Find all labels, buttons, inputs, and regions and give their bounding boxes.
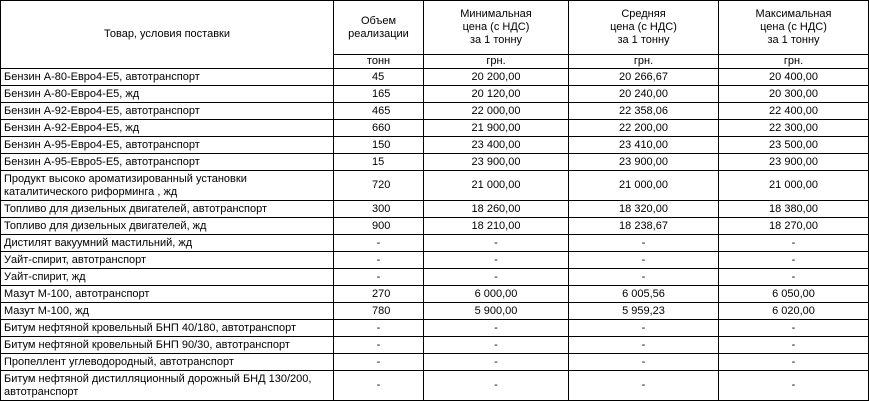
cell-max-price: 18 380,00 — [719, 201, 869, 218]
cell-min-price: - — [424, 354, 569, 371]
cell-min-price: 23 400,00 — [424, 137, 569, 154]
cell-min-price: 20 200,00 — [424, 69, 569, 86]
cell-max-price: 22 300,00 — [719, 120, 869, 137]
header-volume: Объем реализации — [334, 1, 424, 55]
cell-min-price: 20 120,00 — [424, 86, 569, 103]
table-row — [1, 269, 869, 286]
cell-max-price: - — [719, 269, 869, 286]
cell-volume: 660 — [334, 120, 424, 137]
cell-avg-price: 18 320,00 — [569, 201, 719, 218]
cell-volume: 780 — [334, 303, 424, 320]
table-row — [1, 171, 869, 201]
table-row — [1, 137, 869, 154]
cell-volume: - — [334, 320, 424, 337]
cell-product: Топливо для дизельных двигателей, жд — [1, 218, 334, 235]
cell-min-price: - — [424, 252, 569, 269]
header-max-price: Максимальная цена (с НДС) за 1 тонну — [719, 1, 869, 55]
cell-product: Дистилят вакуумний мастильний, жд — [1, 235, 334, 252]
cell-volume: - — [334, 354, 424, 371]
header-min-price: Минимальная цена (с НДС) за 1 тонну — [424, 1, 569, 55]
cell-avg-price: 5 959,23 — [569, 303, 719, 320]
cell-min-price: - — [424, 235, 569, 252]
cell-max-price: - — [719, 252, 869, 269]
cell-volume: 270 — [334, 286, 424, 303]
cell-avg-price: - — [569, 371, 719, 401]
cell-max-price: - — [719, 354, 869, 371]
cell-volume: 900 — [334, 218, 424, 235]
cell-avg-price: - — [569, 269, 719, 286]
cell-min-price: 22 000,00 — [424, 103, 569, 120]
table-row — [1, 86, 869, 103]
cell-avg-price: - — [569, 235, 719, 252]
table-row — [1, 218, 869, 235]
cell-max-price: - — [719, 371, 869, 401]
cell-avg-price: 23 900,00 — [569, 154, 719, 171]
cell-product: Бензин А-80-Евро4-Е5, автотранспорт — [1, 69, 334, 86]
cell-volume: 300 — [334, 201, 424, 218]
table-row — [1, 286, 869, 303]
cell-product: Уайт-спирит, жд — [1, 269, 334, 286]
table-row — [1, 69, 869, 86]
cell-max-price: - — [719, 320, 869, 337]
header-avg-price: Средняя цена (с НДС) за 1 тонну — [569, 1, 719, 55]
cell-avg-price: - — [569, 252, 719, 269]
cell-product: Бензин А-95-Евро5-Е5, автотранспорт — [1, 154, 334, 171]
cell-product: Топливо для дизельных двигателей, автотранспорт — [1, 201, 334, 218]
cell-min-price: 23 900,00 — [424, 154, 569, 171]
cell-product: Битум нефтяной кровельный БНП 90/30, автотранспорт — [1, 337, 334, 354]
table-row — [1, 252, 869, 269]
cell-avg-price: 23 410,00 — [569, 137, 719, 154]
table-row — [1, 154, 869, 171]
cell-avg-price: 22 358,06 — [569, 103, 719, 120]
cell-product: Битум нефтяной кровельный БНП 40/180, автотранспорт — [1, 320, 334, 337]
unit-max: грн. — [719, 55, 869, 69]
cell-min-price: - — [424, 337, 569, 354]
cell-avg-price: 20 240,00 — [569, 86, 719, 103]
unit-volume: тонн — [334, 55, 424, 69]
cell-min-price: 21 000,00 — [424, 171, 569, 201]
cell-avg-price: - — [569, 354, 719, 371]
table-row — [1, 320, 869, 337]
cell-volume: - — [334, 337, 424, 354]
cell-product: Уайт-спирит, автотранспорт — [1, 252, 334, 269]
cell-max-price: 23 500,00 — [719, 137, 869, 154]
cell-avg-price: - — [569, 337, 719, 354]
cell-volume: - — [334, 269, 424, 286]
table-row — [1, 354, 869, 371]
cell-volume: 720 — [334, 171, 424, 201]
cell-volume: 165 — [334, 86, 424, 103]
cell-volume: 45 — [334, 69, 424, 86]
cell-min-price: - — [424, 320, 569, 337]
table-row — [1, 371, 869, 401]
table-row — [1, 103, 869, 120]
cell-avg-price: 20 266,67 — [569, 69, 719, 86]
cell-max-price: 23 900,00 — [719, 154, 869, 171]
cell-product: Продукт высоко ароматизированный установки каталитического риформинга , жд — [1, 171, 334, 201]
cell-volume: - — [334, 235, 424, 252]
cell-volume: - — [334, 252, 424, 269]
cell-product: Пропеллент углеводородный, автотранспорт — [1, 354, 334, 371]
cell-min-price: 21 900,00 — [424, 120, 569, 137]
unit-avg: грн. — [569, 55, 719, 69]
cell-product: Битум нефтяной дистилляционный дорожный БНД 130/200, автотранспорт — [1, 371, 334, 401]
cell-product: Бензин А-95-Евро4-Е5, автотранспорт — [1, 137, 334, 154]
cell-min-price: 6 000,00 — [424, 286, 569, 303]
cell-product: Мазут М-100, автотранспорт — [1, 286, 334, 303]
cell-product: Бензин А-92-Евро4-Е5, жд — [1, 120, 334, 137]
unit-min: грн. — [424, 55, 569, 69]
cell-max-price: 20 300,00 — [719, 86, 869, 103]
header-product: Товар, условия поставки — [1, 1, 334, 69]
cell-product: Бензин А-92-Евро4-Е5, автотранспорт — [1, 103, 334, 120]
table-row — [1, 303, 869, 320]
cell-max-price: 20 400,00 — [719, 69, 869, 86]
cell-volume: 15 — [334, 154, 424, 171]
cell-volume: 465 — [334, 103, 424, 120]
cell-max-price: - — [719, 337, 869, 354]
cell-max-price: 18 270,00 — [719, 218, 869, 235]
cell-min-price: 18 260,00 — [424, 201, 569, 218]
cell-avg-price: - — [569, 320, 719, 337]
cell-volume: 150 — [334, 137, 424, 154]
table-row — [1, 201, 869, 218]
cell-min-price: - — [424, 269, 569, 286]
cell-max-price: 21 000,00 — [719, 171, 869, 201]
table-row — [1, 120, 869, 137]
cell-max-price: 22 400,00 — [719, 103, 869, 120]
cell-volume: - — [334, 371, 424, 401]
header-row — [1, 1, 869, 55]
table-row — [1, 235, 869, 252]
cell-product: Бензин А-80-Евро4-Е5, жд — [1, 86, 334, 103]
cell-avg-price: 22 200,00 — [569, 120, 719, 137]
cell-min-price: 18 210,00 — [424, 218, 569, 235]
cell-max-price: 6 050,00 — [719, 286, 869, 303]
table-row — [1, 337, 869, 354]
cell-min-price: 5 900,00 — [424, 303, 569, 320]
cell-product: Мазут М-100, жд — [1, 303, 334, 320]
cell-min-price: - — [424, 371, 569, 401]
cell-max-price: 6 020,00 — [719, 303, 869, 320]
cell-avg-price: 6 005,56 — [569, 286, 719, 303]
cell-avg-price: 18 238,67 — [569, 218, 719, 235]
cell-max-price: - — [719, 235, 869, 252]
cell-avg-price: 21 000,00 — [569, 171, 719, 201]
